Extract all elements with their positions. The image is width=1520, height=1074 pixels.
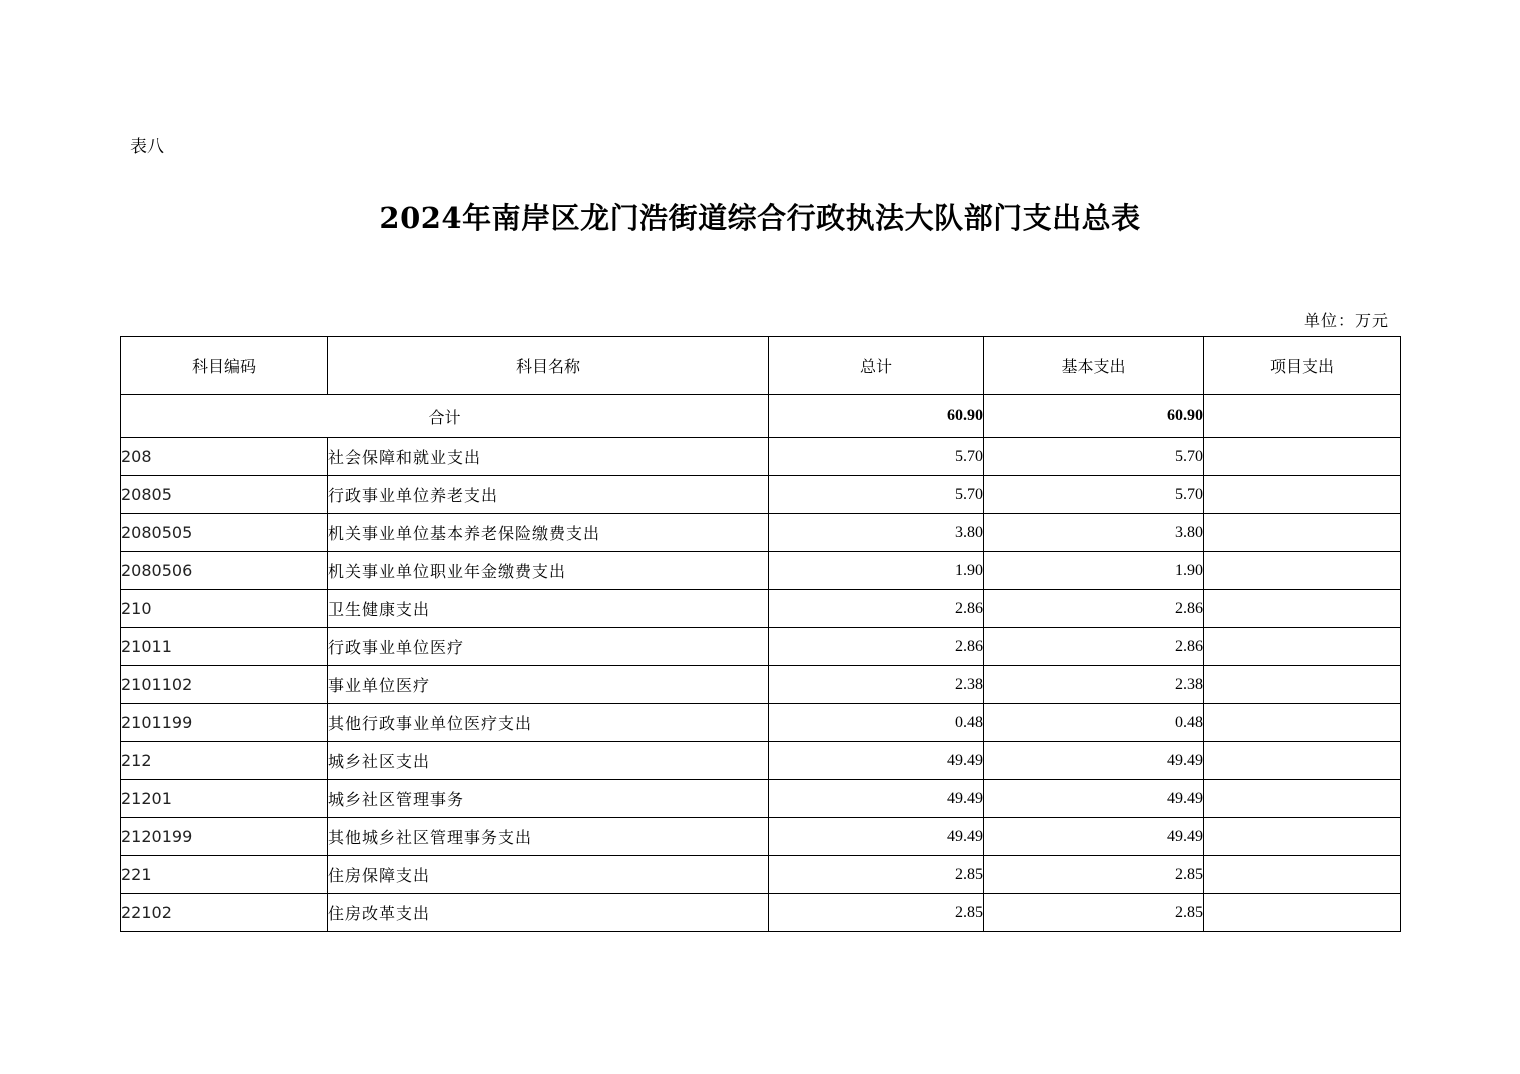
table-row <box>121 818 1401 856</box>
table-row <box>121 590 1401 628</box>
subject-code: 21011 <box>121 628 328 666</box>
table-label: 表八 <box>130 137 164 157</box>
project-value <box>1204 552 1401 590</box>
basic-value: 49.49 <box>984 780 1204 818</box>
total-value: 2.85 <box>769 856 984 894</box>
project-value <box>1204 438 1401 476</box>
project-value <box>1204 742 1401 780</box>
header-basic: 基本支出 <box>984 337 1204 395</box>
table-row <box>121 894 1401 932</box>
total-value: 2.86 <box>769 628 984 666</box>
subject-code: 2101102 <box>121 666 328 704</box>
subject-name: 卫生健康支出 <box>328 590 769 628</box>
page-title: 2024年南岸区龙门浩街道综合行政执法大队部门支出总表 <box>379 201 1141 235</box>
table-row <box>121 780 1401 818</box>
total-value: 3.80 <box>769 514 984 552</box>
basic-value: 2.86 <box>984 628 1204 666</box>
subject-code: 22102 <box>121 894 328 932</box>
table-header-row <box>121 337 1401 395</box>
subject-code: 21201 <box>121 780 328 818</box>
basic-value: 5.70 <box>984 438 1204 476</box>
table-row <box>121 666 1401 704</box>
project-value <box>1204 666 1401 704</box>
subject-name: 社会保障和就业支出 <box>328 438 769 476</box>
basic-value: 3.80 <box>984 514 1204 552</box>
project-value <box>1204 628 1401 666</box>
table-row <box>121 856 1401 894</box>
subject-name: 住房改革支出 <box>328 894 769 932</box>
header-total: 总计 <box>769 337 984 395</box>
total-value: 1.90 <box>769 552 984 590</box>
subject-name: 城乡社区管理事务 <box>328 780 769 818</box>
basic-value: 2.38 <box>984 666 1204 704</box>
basic-value: 49.49 <box>984 818 1204 856</box>
table-row <box>121 514 1401 552</box>
total-value: 2.38 <box>769 666 984 704</box>
total-project <box>1204 395 1401 438</box>
project-value <box>1204 476 1401 514</box>
project-value <box>1204 704 1401 742</box>
basic-value: 1.90 <box>984 552 1204 590</box>
subject-code: 210 <box>121 590 328 628</box>
total-value: 5.70 <box>769 438 984 476</box>
total-value: 2.85 <box>769 894 984 932</box>
subject-name: 事业单位医疗 <box>328 666 769 704</box>
header-code: 科目编码 <box>121 337 328 395</box>
total-label: 合计 <box>121 395 769 438</box>
table-row <box>121 742 1401 780</box>
total-row <box>121 395 1401 438</box>
project-value <box>1204 780 1401 818</box>
subject-name: 行政事业单位医疗 <box>328 628 769 666</box>
header-project: 项目支出 <box>1204 337 1401 395</box>
basic-value: 0.48 <box>984 704 1204 742</box>
subject-name: 机关事业单位基本养老保险缴费支出 <box>328 514 769 552</box>
project-value <box>1204 590 1401 628</box>
subject-name: 其他城乡社区管理事务支出 <box>328 818 769 856</box>
project-value <box>1204 514 1401 552</box>
expenditure-table <box>120 336 1401 932</box>
total-value: 49.49 <box>769 780 984 818</box>
subject-code: 212 <box>121 742 328 780</box>
project-value <box>1204 818 1401 856</box>
subject-name: 行政事业单位养老支出 <box>328 476 769 514</box>
subject-name: 城乡社区支出 <box>328 742 769 780</box>
subject-name: 其他行政事业单位医疗支出 <box>328 704 769 742</box>
subject-code: 2080506 <box>121 552 328 590</box>
table-row <box>121 704 1401 742</box>
header-name: 科目名称 <box>328 337 769 395</box>
basic-value: 49.49 <box>984 742 1204 780</box>
subject-name: 住房保障支出 <box>328 856 769 894</box>
subject-name: 机关事业单位职业年金缴费支出 <box>328 552 769 590</box>
total-value: 49.49 <box>769 742 984 780</box>
total-value: 5.70 <box>769 476 984 514</box>
basic-value: 2.86 <box>984 590 1204 628</box>
subject-code: 2120199 <box>121 818 328 856</box>
unit-label: 单位：万元 <box>1303 311 1389 330</box>
subject-code: 221 <box>121 856 328 894</box>
subject-code: 208 <box>121 438 328 476</box>
table-row <box>121 628 1401 666</box>
project-value <box>1204 856 1401 894</box>
total-value: 0.48 <box>769 704 984 742</box>
total-value: 49.49 <box>769 818 984 856</box>
table-row <box>121 438 1401 476</box>
total-basic: 60.90 <box>984 395 1204 438</box>
table-row <box>121 476 1401 514</box>
subject-code: 2080505 <box>121 514 328 552</box>
total-value: 2.86 <box>769 590 984 628</box>
basic-value: 2.85 <box>984 856 1204 894</box>
basic-value: 2.85 <box>984 894 1204 932</box>
table-row <box>121 552 1401 590</box>
subject-code: 2101199 <box>121 704 328 742</box>
project-value <box>1204 894 1401 932</box>
total-sum: 60.90 <box>769 395 984 438</box>
subject-code: 20805 <box>121 476 328 514</box>
basic-value: 5.70 <box>984 476 1204 514</box>
